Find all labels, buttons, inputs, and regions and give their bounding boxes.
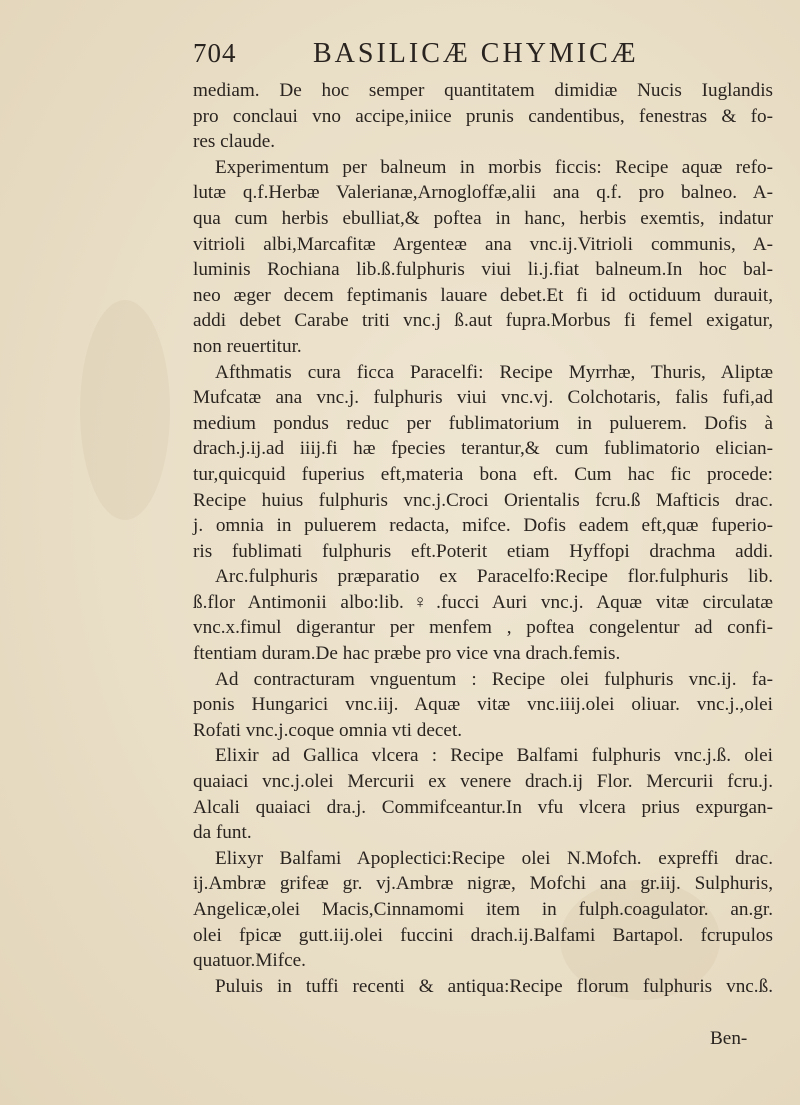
text-line: tur,quicquid fuperius eft,materia bona eft. Cum hac fic procede: [193,463,773,485]
text-line: qua cum herbis ebulliat,& poftea in hanc, herbis exemtis, indatur [193,207,773,229]
text-line: Elixyr Balfami Apoplectici:Recipe olei N.Mofch. expreffi drac. [215,847,773,869]
page-header [193,38,773,78]
text-line: lutæ q.f.Herbæ Valerianæ,Arnogloffæ,alii ana q.f. pro balneo. A- [193,182,773,204]
text-line: olei fpicæ gutt.iij.olei fuccini drach.ij.Balfami Bartapol. fcrupulos [193,924,773,946]
text-line: Experimentum per balneum in morbis ficcis: Recipe aquæ refo- [215,156,773,178]
text-line: vnc.x.fimul digerantur per menfem , poftea congelentur ad confi- [193,617,773,639]
text-line: addi debet Carabe triti vnc.j ß.aut fupra.Morbus fi femel exigatur, [193,310,773,332]
text-line: ß.flor Antimonii albo:lib.♀.fucci Auri vnc.j. Aquæ vitæ circulatæ [193,591,773,613]
text-line: Puluis in tuffi recenti & antiqua:Recipe florum fulphuris vnc.ß. [215,975,773,997]
text-line: quaiaci vnc.j.olei Mercurii ex venere drach.ij Flor. Mercurii fcru.j. [193,771,773,793]
text-line: ponis Hungarici vnc.iij. Aquæ vitæ vnc.iiij.olei oliuar. vnc.j.,olei [193,694,773,716]
text-line: Mufcatæ ana vnc.j. fulphuris viui vnc.vj. Colchotaris, falis fufi,ad [193,387,773,409]
text-line: Ad contracturam vnguentum : Recipe olei fulphuris vnc.ij. fa- [215,668,773,690]
text-line: luminis Rochiana lib.ß.fulphuris viui li.j.fiat balneum.In hoc bal- [193,259,773,281]
text-line: Rofati vnc.j.coque omnia vti decet. [193,719,463,741]
text-line: mediam. De hoc semper quantitatem dimidiæ Nucis Iuglandis [193,80,773,101]
text-line: pro conclaui vno accipe,iniice prunis candentibus, fenestras & fo- [193,105,773,127]
text-line: vitrioli albi,Marcafitæ Argenteæ ana vnc.ij.Vitrioli communis, A- [193,233,773,255]
text-line: Afthmatis cura ficca Paracelfi: Recipe Myrrhæ, Thuris, Aliptæ [215,361,773,383]
page-number: 704 [193,38,237,68]
catchword: Ben- [710,1028,748,1049]
text-line: drach.j.ij.ad iiij.fi hæ fpecies terantur,& cum fublimatorio elician- [193,438,773,460]
text-line: ftentiam duram.De hac præbe pro vice vna drach.femis. [193,643,621,665]
text-line: non reuertitur. [193,335,302,357]
text-line: Elixir ad Gallica vlcera : Recipe Balfami fulphuris vnc.j.ß. olei [215,745,773,767]
text-line: da funt. [193,822,252,844]
paper-stain [80,300,170,520]
text-line: Arc.fulphuris præparatio ex Paracelfo:Recipe flor.fulphuris lib. [215,566,773,588]
text-line: Alcali quaiaci dra.j. Commifceantur.In vfu vlcera prius expurgan- [193,796,773,818]
text-line: j. omnia in puluerem redacta, mifce. Dofis eadem eft,quæ fuperio- [193,515,773,537]
text-line: quatuor.Mifce. [193,950,306,972]
text-line: medium pondus reduc per fublimatorium in puluerem. Dofis à [193,412,773,434]
text-line: res claude. [193,131,276,153]
text-line: Recipe huius fulphuris vnc.j.Croci Orientalis fcru.ß Mafticis drac. [193,489,773,511]
text-line: ij.Ambræ grifeæ gr. vj.Ambræ nigræ, Mofchi ana gr.iij. Sulphuris, [193,873,773,895]
text-line: Angelicæ,olei Macis,Cinnamomi item in fulph.coagulator. an.gr. [193,899,773,920]
text-line: neo æger decem feptimanis lauare debet.Et fi id octiduum durauit, [193,284,773,306]
text-line: ris fublimati fulphuris eft.Poterit etiam Hyffopi drachma addi. [193,540,773,562]
running-title: BASILICÆ CHYMICÆ [313,38,639,69]
body-text [193,78,773,999]
